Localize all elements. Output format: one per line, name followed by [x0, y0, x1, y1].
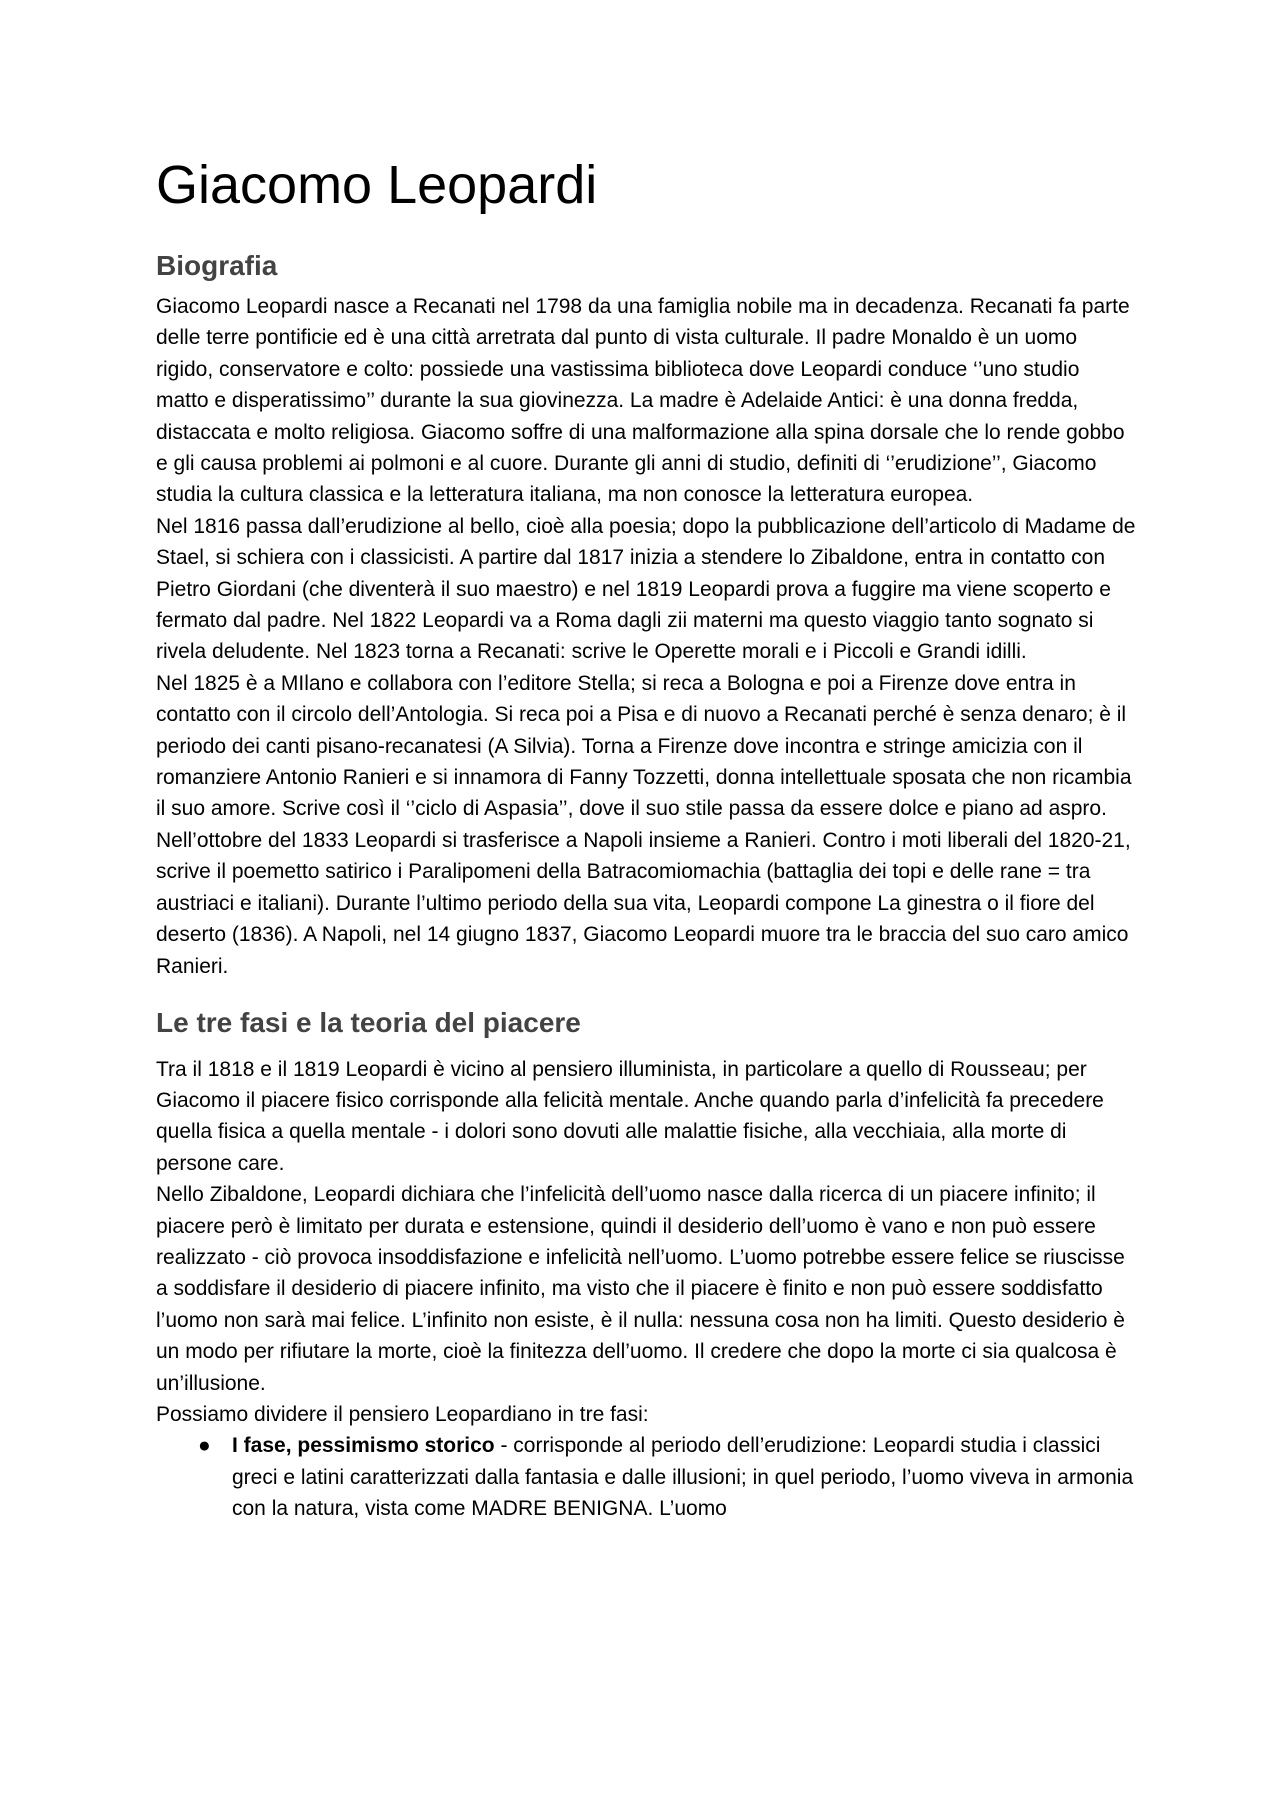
document-title: Giacomo Leopardi: [156, 155, 598, 215]
bullet-icon: ●: [198, 1434, 211, 1458]
paragraph: Possiamo dividere il pensiero Leopardiano in tre fasi:: [156, 1402, 649, 1426]
paragraph: Giacomo Leopardi nasce a Recanati nel 1798 da una famiglia nobile ma in decadenza. Recanati fa parte delle terre pontificie ed è una città arretrata dal punto di vista culturale. Il padre Monaldo è un uomo rigido, conservatore e colto: possiede una vastissima biblioteca dove Leopardi conduce ‘’uno studio matto e disperatissimo’’ durante la sua giovinezza. La madre è Adelaide Antici: è una donna fredda, distaccata e molto religiosa. Giacomo soffre di una malformazione alla spina dorsale che lo rende gobbo e gli causa problemi ai polmoni e al cuore. Durante gli anni di studio, definiti di ‘’erudizione’’, Giacomo studia la cultura classica e la letteratura italiana, ma non conosce la letteratura europea.: [156, 294, 1130, 507]
list-item-text: - corrisponde al periodo dell’erudizione: Leopardi studia i classici greci e latini caratterizzati dalla fantasia e dalle illusioni; in quel periodo, l’uomo viveva in armonia con la natura, vista come MADRE BENIGNA. L’uomo: [232, 1434, 1134, 1521]
list-item-term: I fase, pessimismo storico: [232, 1434, 495, 1458]
section-biografia: [156, 249, 1136, 982]
section-heading-tre-fasi: Le tre fasi e la teoria del piacere: [156, 1006, 581, 1038]
paragraph: Nell’ottobre del 1833 Leopardi si trasferisce a Napoli insieme a Ranieri. Contro i moti liberali del 1820-21, scrive il poemetto satirico i Paralipomeni della Batracomiomachia (battaglia dei topi e delle rane = tra austriaci e italiani). Durante l’ultimo periodo della sua vita, Leopardi compone La ginestra o il fiore del deserto (1836). A Napoli, nel 14 giugno 1837, Giacomo Leopardi muore tra le braccia del suo caro amico Ranieri.: [156, 828, 1131, 978]
phase-list: [156, 1430, 1136, 1524]
paragraph: Nel 1816 passa dall’erudizione al bello, cioè alla poesia; dopo la pubblicazione dell’articolo di Madame de Stael, si schiera con i classicisti. A partire dal 1817 inizia a stendere lo Zibaldone, entra in contatto con Pietro Giordani (che diventerà il suo maestro) e nel 1819 Leopardi prova a fuggire ma viene scoperto e fermato dal padre. Nel 1822 Leopardi va a Roma dagli zii materni ma questo viaggio tanto sognato si rivela deludente. Nel 1823 torna a Recanati: scrive le Operette morali e i Piccoli e Grandi idilli.: [156, 514, 1136, 664]
document-page: [156, 156, 1136, 1525]
list-item: [156, 1430, 1136, 1524]
paragraph: Nel 1825 è a MIlano e collabora con l’editore Stella; si reca a Bologna e poi a Firenze dove entra in contatto con il circolo dell’Antologia. Si reca poi a Pisa e di nuovo a Recanati perché è senza denaro; è il periodo dei canti pisano-recanatesi (A Silvia). Torna a Firenze dove incontra e stringe amicizia con il romanziere Antonio Ranieri e si innamora di Fanny Tozzetti, donna intellettuale sposata che non ricambia il suo amore. Scrive così il ‘’ciclo di Aspasia’’, dove il suo stile passa da essere dolce e piano ad aspro.: [156, 671, 1132, 821]
paragraph: Nello Zibaldone, Leopardi dichiara che l’infelicità dell’uomo nasce dalla ricerca di un piacere infinito; il piacere però è limitato per durata e estensione, quindi il desiderio dell’uomo è vano e non può essere realizzato - ciò provoca insoddisfazione e infelicità nell’uomo. L’uomo potrebbe essere felice se riuscisse a soddisfare il desiderio di piacere infinito, ma visto che il piacere è finito e non può essere soddisfatto l’uomo non sarà mai felice. L’infinito non esiste, è il nulla: nessuna cosa non ha limiti. Questo desiderio è un modo per rifiutare la morte, cioè la finitezza dell’uomo. Il credere che dopo la morte ci sia qualcosa è un’illusione.: [156, 1183, 1125, 1395]
section-tre-fasi: [156, 1006, 1136, 1525]
paragraph: Tra il 1818 e il 1819 Leopardi è vicino al pensiero illuminista, in particolare a quello di Rousseau; per Giacomo il piacere fisico corrisponde alla felicità mentale. Anche quando parla d’infelicità fa precedere quella fisica a quella mentale - i dolori sono dovuti alle malattie fisiche, alla vecchiaia, alla morte di persone care.: [156, 1057, 1104, 1175]
section-heading-biografia: Biografia: [156, 250, 278, 282]
